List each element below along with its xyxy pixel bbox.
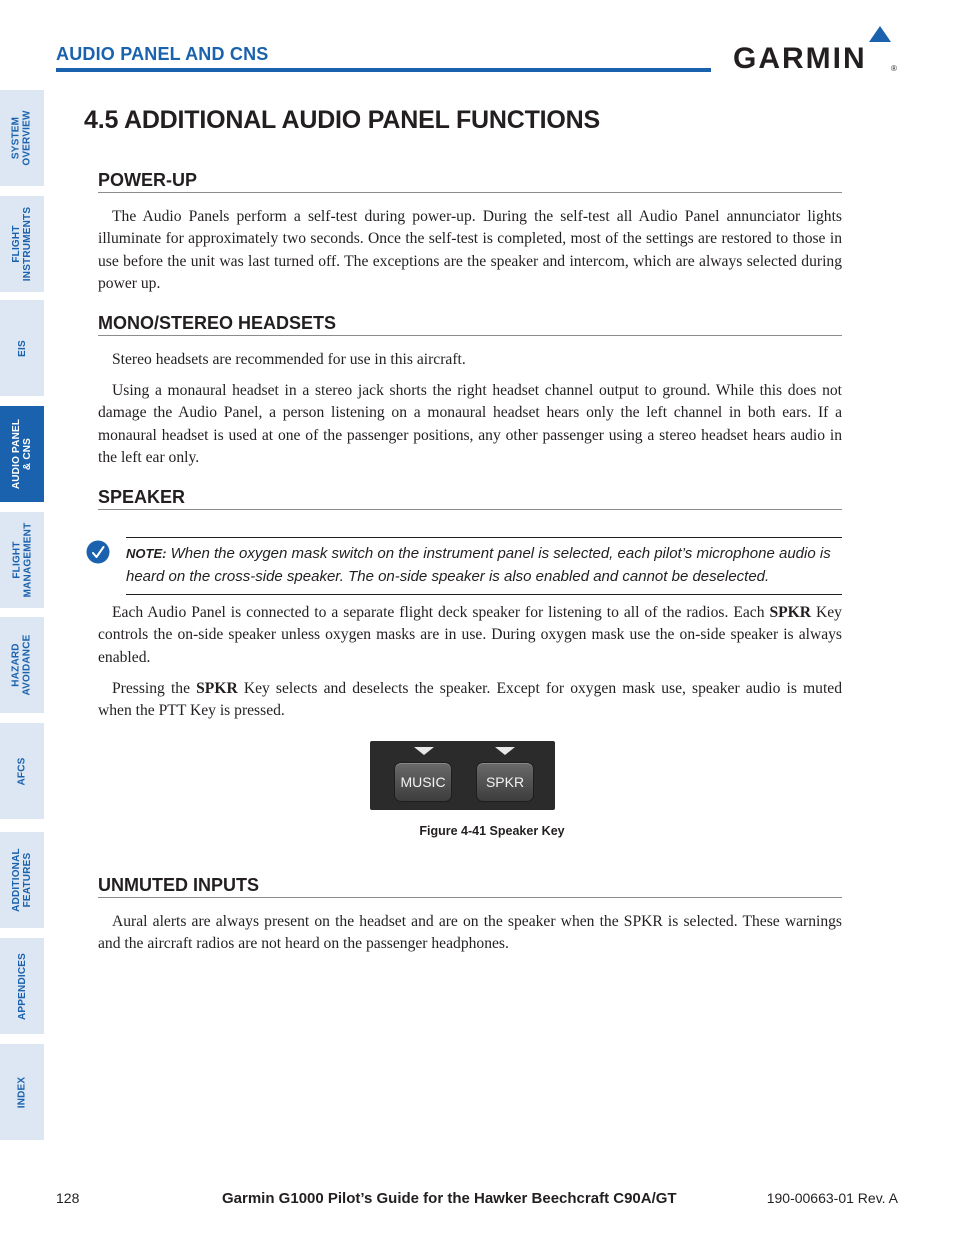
tab-label: FLIGHT INSTRUMENTS	[11, 206, 34, 282]
tab-appendices[interactable]	[0, 938, 44, 1034]
paragraph: Aural alerts are always present on the headset and are on the speaker when the SPKR is selected. These warnings and the aircraft radios are not heard on the passenger headphones.	[98, 913, 842, 953]
paragraph: The Audio Panels perform a self-test during power-up. During the self-test all Audio Panel annunciator lights illuminate for approximately two seconds. Once the self-test is completed, most of the settings are restored to those in use before the unit was last turned off. The exceptions are the speaker and intercom, which are always selected during power up.	[98, 208, 842, 292]
section-heading-unmuted-inputs: UNMUTED INPUTS	[98, 875, 842, 898]
tab-flight-management[interactable]	[0, 512, 44, 608]
note-box	[126, 537, 842, 595]
section-title: AUDIO PANEL AND CNS	[56, 44, 269, 64]
section-heading-speaker: SPEAKER	[98, 487, 842, 510]
section-heading-power-up: POWER-UP	[98, 170, 842, 193]
tab-audio-panel-cns[interactable]	[0, 406, 44, 502]
text-run: Pressing the	[112, 680, 197, 697]
tab-afcs[interactable]	[0, 723, 44, 819]
tab-label: AFCS	[16, 756, 28, 786]
tab-label: FLIGHT MANAGEMENT	[11, 522, 33, 598]
logo-registered-mark: ®	[891, 64, 897, 73]
tab-label: SYSTEM OVERVIEW	[11, 110, 34, 166]
paragraph	[98, 678, 842, 723]
tab-eis[interactable]	[0, 300, 44, 396]
logo-triangle-icon	[869, 26, 891, 42]
logo-wordmark: GARMIN	[733, 42, 867, 75]
tab-label: INDEX	[16, 1076, 28, 1108]
paragraph: Using a monaural headset in a stereo jack shorts the right headset channel output to ground. While this does not damage the Audio Panel, a person listening on a monaural headset hears only the left channel in both ears. If a monaural headset is used at one of the passenger positions, any other passenger using a stereo headset hears audio in the left ear only.	[98, 382, 842, 466]
tab-label: APPENDICES	[16, 952, 28, 1020]
note-pencil-icon	[86, 540, 110, 564]
note-text	[126, 542, 842, 588]
text-run: Key selects and deselects the speaker. Except for oxygen mask use, speaker audio is muted when the PTT Key is pressed.	[98, 680, 842, 720]
paragraph: Stereo headsets are recommended for use in this aircraft.	[112, 351, 466, 368]
text-run: Each Audio Panel is connected to a separate flight deck speaker for listening to all of the radios. Each	[112, 604, 770, 621]
key-name: SPKR	[196, 680, 238, 697]
page-footer	[0, 1190, 954, 1210]
figure-caption: Figure 4-41 Speaker Key	[419, 824, 565, 838]
music-key: MUSIC	[394, 762, 452, 802]
tab-label: HAZARD AVOIDANCE	[11, 634, 34, 696]
footer-title: Garmin G1000 Pilot’s Guide for the Hawker Beechcraft C90A/GT	[222, 1190, 677, 1207]
tab-additional-features[interactable]	[0, 832, 44, 928]
spkr-key: SPKR	[476, 762, 534, 802]
section-heading-mono-stereo: MONO/STEREO HEADSETS	[98, 313, 842, 336]
triangle-down-icon	[495, 747, 515, 755]
tab-label: ADDITIONAL FEATURES	[11, 848, 34, 912]
tab-index[interactable]	[0, 1044, 44, 1140]
speaker-key-figure	[370, 741, 555, 810]
tab-label: AUDIO PANEL & CNS	[11, 418, 34, 490]
header-rule	[56, 68, 711, 72]
paragraph	[98, 602, 842, 669]
document-number: 190-00663-01 Rev. A	[766, 1190, 898, 1206]
page-number: 128	[56, 1190, 80, 1206]
text-run: Key controls the on-side speaker unless oxygen masks are in use. During oxygen mask use the on-side speaker is always enabled.	[98, 604, 842, 666]
triangle-down-icon	[414, 747, 434, 755]
page-title: 4.5 ADDITIONAL AUDIO PANEL FUNCTIONS	[84, 106, 600, 134]
note-label: NOTE:	[126, 546, 167, 561]
tab-hazard-avoidance[interactable]	[0, 617, 44, 713]
key-name: SPKR	[769, 604, 812, 621]
tab-flight-instruments[interactable]	[0, 196, 44, 292]
note-body: When the oxygen mask switch on the instrument panel is selected, each pilot’s microphone audio is heard on the cross-side speaker. The on-side speaker is also enabled and cannot be deselected.	[126, 545, 831, 585]
tab-label: EIS	[16, 339, 28, 357]
tab-system-overview[interactable]	[0, 90, 44, 186]
garmin-logo	[733, 26, 901, 76]
